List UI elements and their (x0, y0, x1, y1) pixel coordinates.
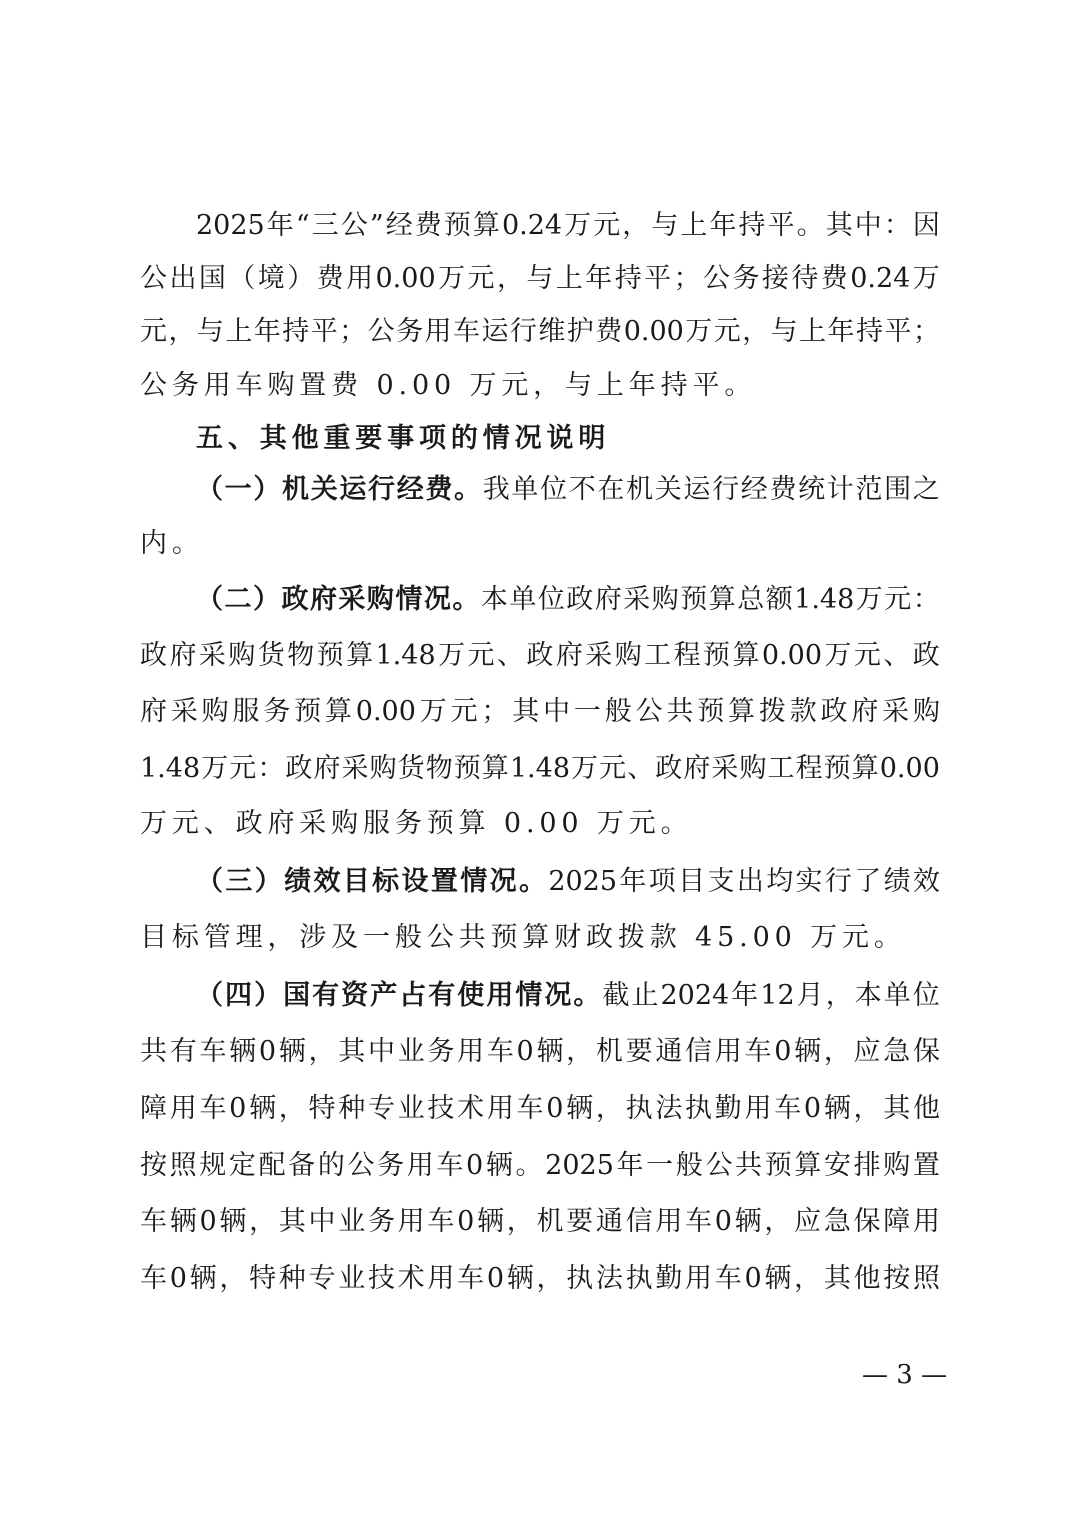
text-line: 公务用车购置费 0.00 万元，与上年持平。 (140, 370, 757, 401)
text-line: 万元、政府采购服务预算 0.00 万元。 (140, 808, 693, 839)
paragraph-assets-line-1: （ 四 ） 国 有 资 产 占 有 使 用 情 况 。 截 止 2024 年 12 月 ， 本 单 位 (196, 980, 940, 1011)
section-heading (140, 411, 940, 467)
paragraph-assets-line-3: 障 用 车 0 辆 ， 特 种 专 业 技 术 用 车 0 辆 ， 执 法 执 勤 用 车 0 辆 ， 其 他 (140, 1093, 940, 1124)
paragraph-operating-expenses-line-1: （ 一 ） 机 关 运 行 经 费 。 我 单 位 不 在 机 关 运 行 经 费 统 计 范 围 之 (196, 474, 940, 505)
paragraph-performance-line-2 (140, 910, 940, 966)
paragraph-three-public-expenses-line-4 (140, 358, 940, 414)
paragraph-procurement-line-2: 政 府 采 购 货 物 预 算 1.48 万 元 、 政 府 采 购 工 程 预 算 0.00 万 元 、 政 (140, 640, 940, 671)
paragraph-performance-line-1: （ 三 ） 绩 效 目 标 设 置 情 况 。 2025 年 项 目 支 出 均 实 行 了 绩 效 (196, 866, 940, 897)
text-line: 目标管理，涉及一般公共预算财政拨款 45.00 万元。 (140, 922, 906, 953)
paragraph-three-public-expenses-line-2: 公 出 国 （ 境 ） 费 用 0.00 万 元 ， 与 上 年 持 平 ； 公 务 接 待 费 0.24 万 (140, 263, 940, 294)
paragraph-procurement-line-3: 府 采 购 服 务 预 算 0.00 万 元 ； 其 中 一 般 公 共 预 算 拨 款 政 府 采 购 (140, 696, 940, 727)
section-heading-text: 五、其他重要事项的情况说明 (196, 423, 611, 454)
paragraph-assets-line-4: 按 照 规 定 配 备 的 公 务 用 车 0 辆 。 2025 年 一 般 公 共 预 算 安 排 购 置 (140, 1150, 940, 1181)
paragraph-procurement-line-1: （ 二 ） 政 府 采 购 情 况 。 本 单 位 政 府 采 购 预 算 总 额 1.48 万 元 ： (196, 584, 940, 615)
paragraph-procurement-line-4: 1.48 万 元 ： 政 府 采 购 货 物 预 算 1.48 万 元 、 政 府 采 购 工 程 预 算 0.00 (140, 753, 940, 784)
paragraph-procurement-line-5 (140, 796, 940, 852)
paragraph-assets-line-2: 共 有 车 辆 0 辆 ， 其 中 业 务 用 车 0 辆 ， 机 要 通 信 用 车 0 辆 ， 应 急 保 (140, 1036, 940, 1067)
paragraph-three-public-expenses-line-1: 2025 年 “ 三 公 ” 经 费 预 算 0.24 万 元 ， 与 上 年 持 平 。 其 中 ： 因 (196, 210, 940, 241)
text-line: 内。 (140, 528, 204, 559)
paragraph-three-public-expenses-line-3: 元 ， 与 上 年 持 平 ； 公 务 用 车 运 行 维 护 费 0.00 万 元 ， 与 上 年 持 平 ； (140, 316, 940, 347)
paragraph-assets-line-6: 车 0 辆 ， 特 种 专 业 技 术 用 车 0 辆 ， 执 法 执 勤 用 车 0 辆 ， 其 他 按 照 (140, 1263, 940, 1294)
paragraph-assets-line-5: 车 辆 0 辆 ， 其 中 业 务 用 车 0 辆 ， 机 要 通 信 用 车 0 辆 ， 应 急 保 障 用 (140, 1206, 940, 1237)
page-number: — 3 — (862, 1360, 948, 1390)
paragraph-operating-expenses-line-2 (140, 516, 940, 572)
